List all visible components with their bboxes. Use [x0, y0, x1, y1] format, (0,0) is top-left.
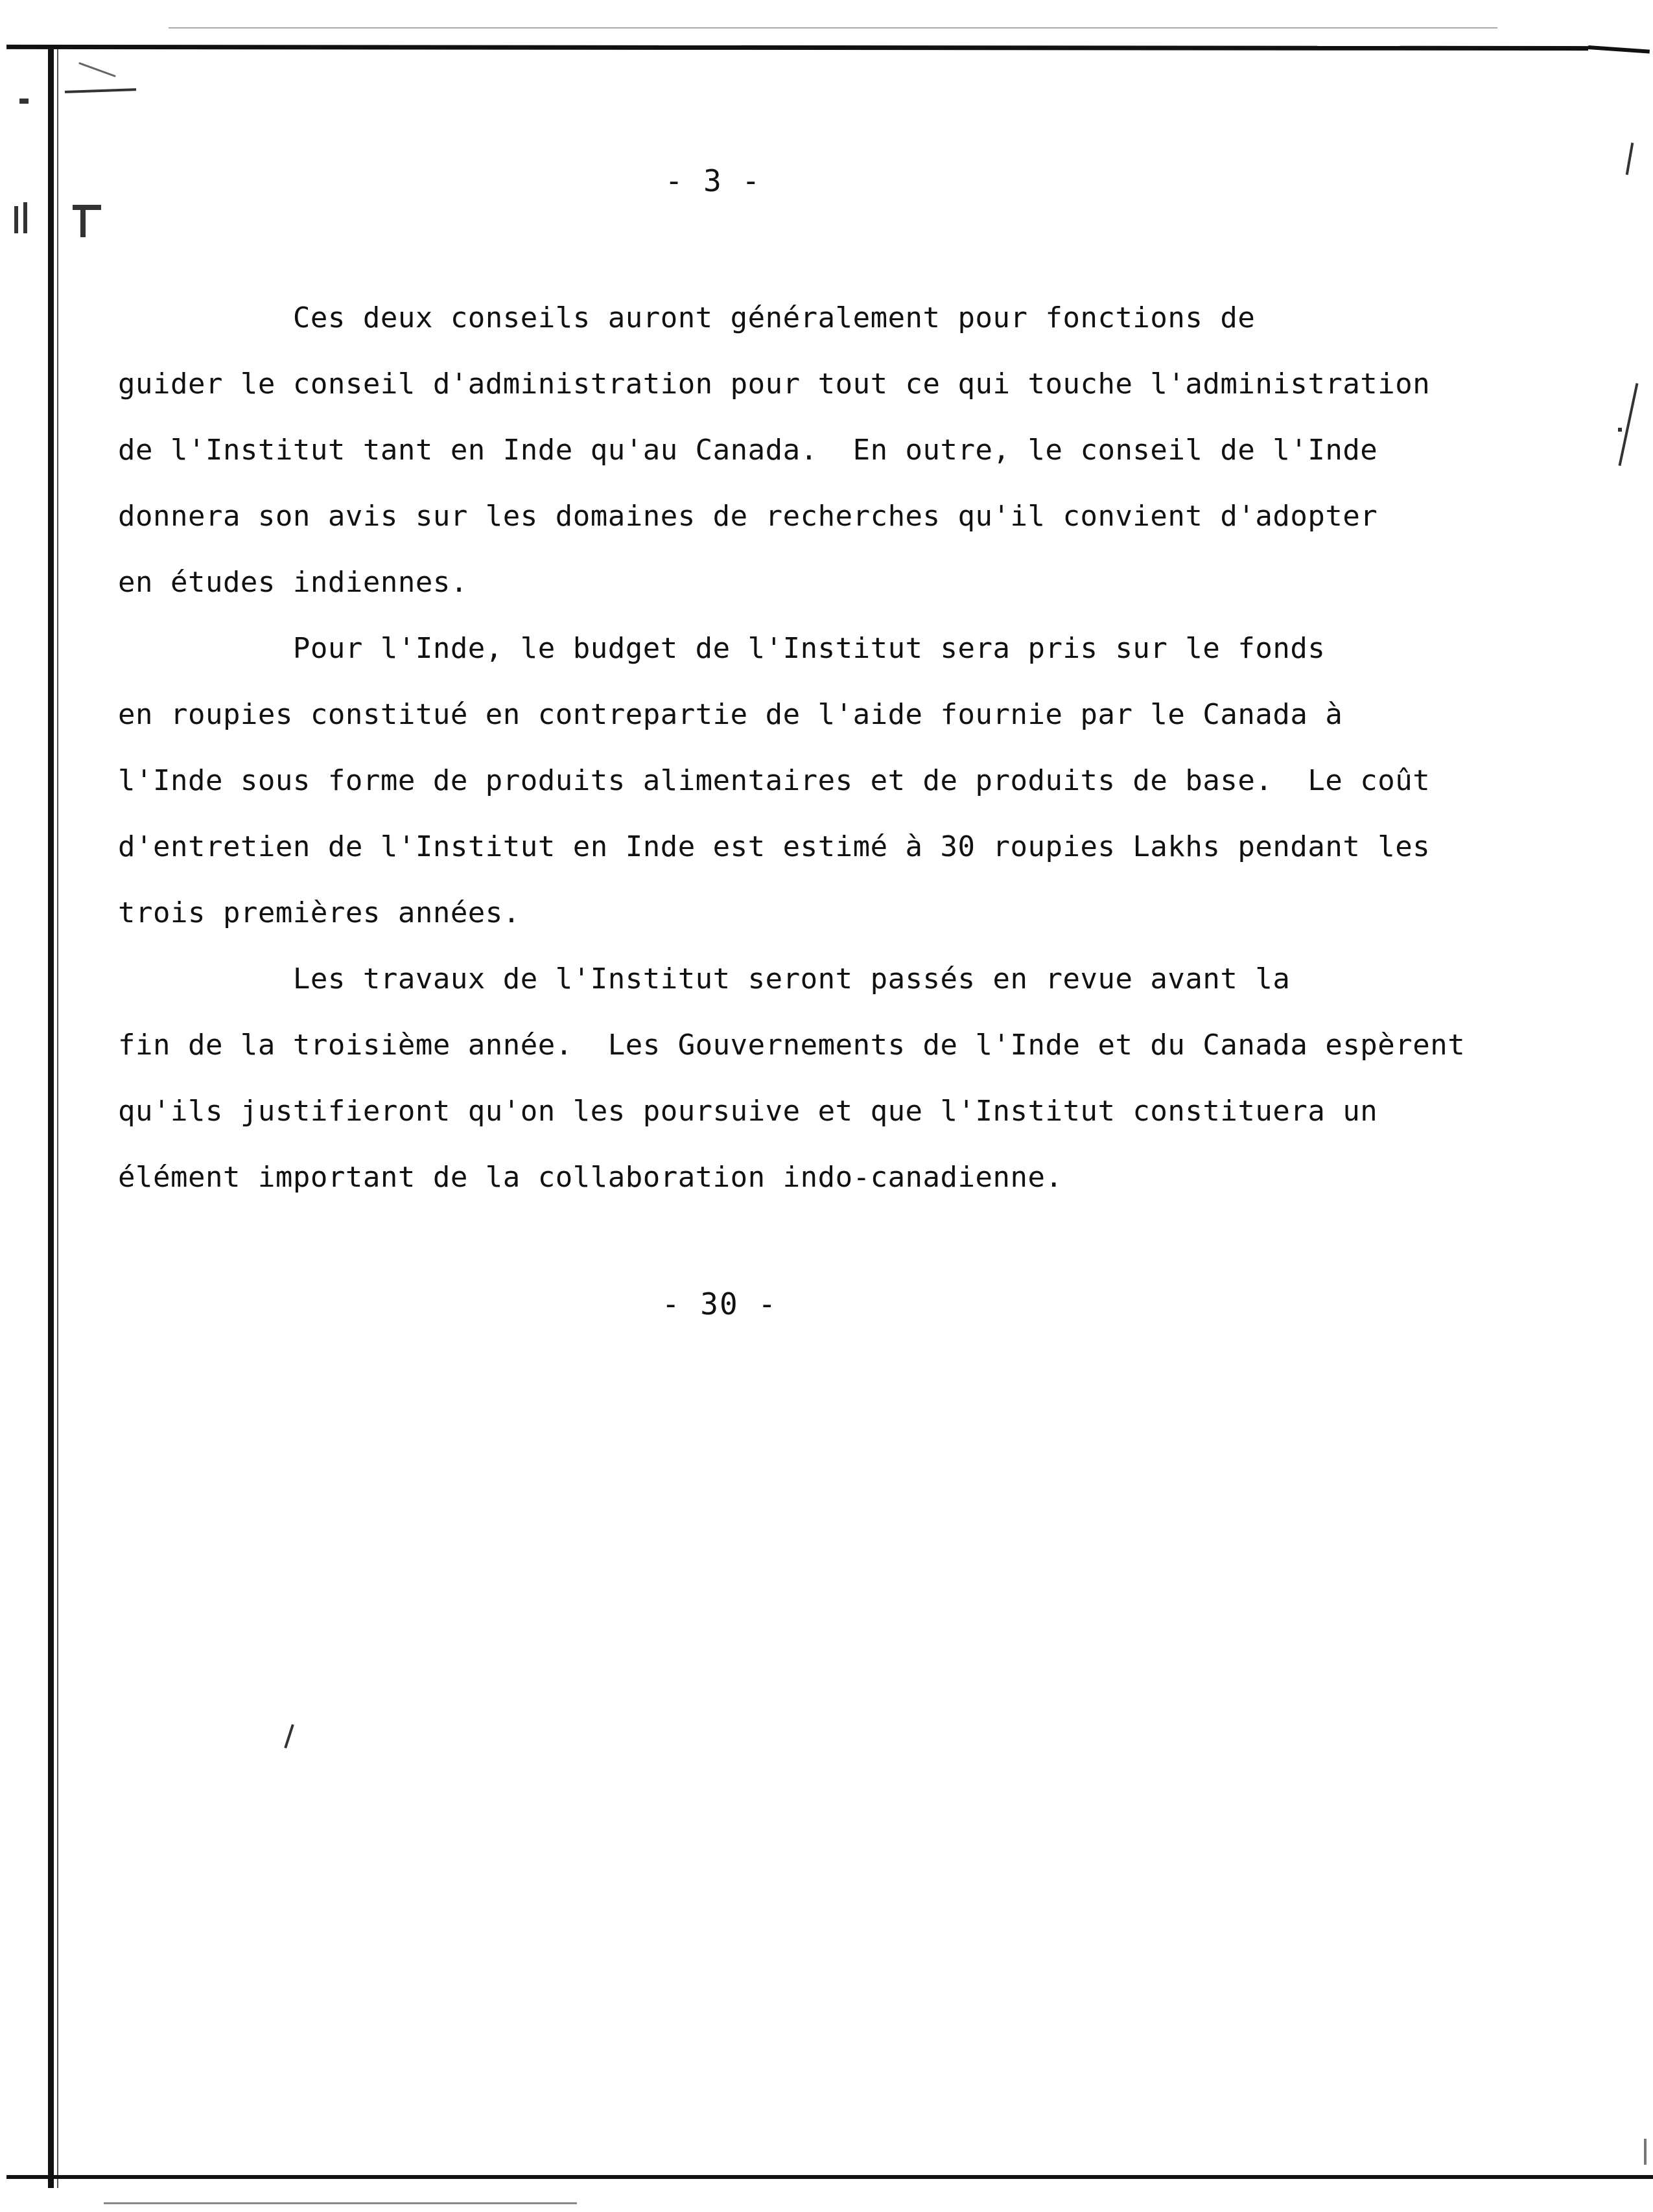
text-line: fin de la troisième année. Les Gouvernements de l'Inde et du Canada espèrent — [118, 1029, 1466, 1062]
text-line: en études indiennes. — [118, 566, 468, 599]
page-number-header: - 3 - — [664, 163, 762, 198]
text-line: qu'ils justifieront qu'on les poursuive et que l'Institut constituera un — [118, 1095, 1378, 1128]
scan-artifact — [65, 88, 136, 93]
text-line: en roupies constitué en contrepartie de l'aide fournie par le Canada à — [118, 698, 1343, 731]
scan-artifact — [19, 99, 29, 104]
scan-edge-top-right — [1588, 45, 1650, 54]
scan-artifact — [1618, 428, 1622, 432]
scan-artifact — [73, 205, 101, 210]
scan-edge-faint-top — [169, 27, 1497, 29]
text-line: donnera son avis sur les domaines de recherches qu'il convient d'adopter — [118, 500, 1378, 533]
scan-edge-bottom — [6, 2175, 1653, 2179]
scan-artifact — [80, 209, 86, 237]
scan-edge-top — [6, 45, 1588, 51]
text-line: l'Inde sous forme de produits alimentaires et de produits de base. Le coût — [118, 764, 1431, 797]
text-line: élément important de la collaboration indo-canadienne. — [118, 1161, 1063, 1194]
text-line: Pour l'Inde, le budget de l'Institut sera pris sur le fonds — [118, 632, 1326, 665]
text-line: guider le conseil d'administration pour tout ce qui touche l'administration — [118, 367, 1431, 401]
scan-artifact — [14, 206, 18, 233]
scan-artifact — [1626, 143, 1634, 175]
page-number-footer: - 30 - — [661, 1286, 778, 1321]
scan-artifact — [1619, 383, 1639, 466]
paragraph — [118, 616, 1431, 946]
scan-edge-left — [48, 49, 54, 2188]
scan-artifact — [78, 62, 115, 77]
document-body — [118, 285, 1466, 1211]
text-line: d'entretien de l'Institut en Inde est estimé à 30 roupies Lakhs pendant les — [118, 830, 1431, 863]
paragraph — [118, 285, 1431, 616]
scan-artifact — [1644, 2139, 1647, 2165]
scan-artifact — [284, 1724, 294, 1748]
scan-artifact — [23, 202, 27, 233]
text-line: de l'Institut tant en Inde qu'au Canada. En outre, le conseil de l'Inde — [118, 434, 1378, 467]
scan-edge-faint-bottom — [104, 2202, 577, 2204]
text-line: Les travaux de l'Institut seront passés en revue avant la — [118, 962, 1291, 995]
text-line: Ces deux conseils auront généralement pour fonctions de — [118, 301, 1256, 334]
text-line: trois premières années. — [118, 896, 521, 929]
scan-edge-left-inner — [57, 49, 58, 2188]
paragraph — [118, 946, 1466, 1211]
